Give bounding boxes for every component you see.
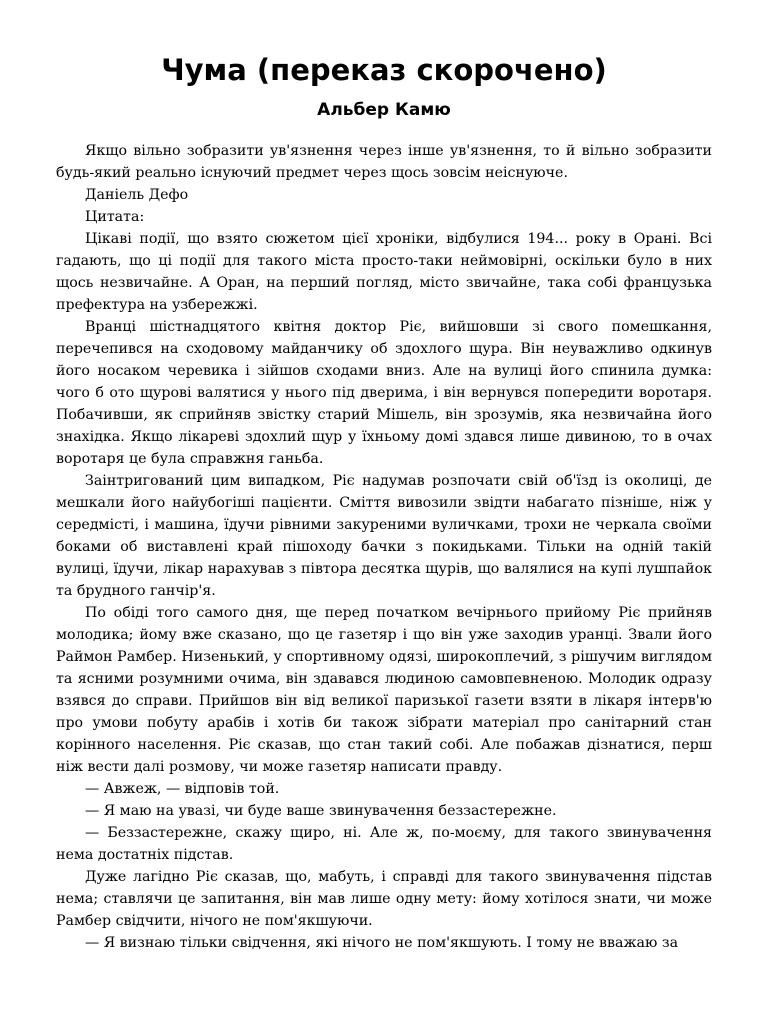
paragraph: — Я визнаю тільки свідчення, які нічого не пом'якшують. І тому не вважаю за	[85, 935, 679, 951]
paragraph: — Авжеж, — відповів той.	[85, 781, 280, 797]
paragraph: По обіді того самого дня, ще перед початком вечірнього прийому Ріє прийняв молодика; йому вже сказано, що це газетяр і що він уже заходив уранці. Звали його Раймон Рамбер. Низенький, у спортивному одязі, широкоплечий, з рішучим виглядом та ясними розумними очима, він здавався людиною самовпевненою. Молодик одразу взявся до справи. Прийшов він від великої паризької газети взяти в лікаря інтерв'ю про умови побуту арабів і хотів би також зібрати матеріал про санітарний стан корінного населення. Ріє сказав, що стан такий собі. Але побажав дізнатися, перш ніж вести далі розмову, чи може газетяр написати правду.	[56, 605, 712, 775]
document-title: Чума (переказ скорочено)	[161, 53, 607, 87]
paragraph: Даніель Дефо	[85, 187, 189, 203]
paragraph: Якщо вільно зобразити ув'язнення через інше ув'язнення, то й вільно зобразити будь-який реально існуючий предмет через щось зовсім неіснуюче.	[56, 143, 712, 181]
paragraph: Вранці шістнадцятого квітня доктор Ріє, вийшовши зі свого помешкання, перечепився на сходовому майданчику об здохлого щура. Він неуважливо одкинув його носаком черевика і зійшов сходами вниз. Але на вулиці його спинила думка: чого б ото щурові валятися у нього під дверима, і він вернувся попередити воротаря. Побачивши, як сприйняв звістку старий Мішель, він зрозумів, яка незвичайна його знахідка. Якщо лікареві здохлий щур у їхньому домі здався лише дивиною, то в очах воротаря це була справжня ганьба.	[56, 319, 712, 467]
paragraph: Дуже лагідно Ріє сказав, що, мабуть, і справді для такого звинувачення підстав нема; ставлячи це запитання, він мав лише одну мету: йому хотілося знати, чи може Рамбер свідчити, нічого не пом'якшуючи.	[56, 869, 712, 929]
document-author: Альбер Камю	[317, 100, 451, 120]
paragraph: Цікаві події, що взято сюжетом цієї хроніки, відбулися 194... року в Орані. Всі гадають, що ці події для такого міста просто-таки неймовірні, оскільки було в них щось незвичайне. А Оран, на перший погляд, місто звичайне, така собі французька префектура на узбережжі.	[56, 231, 712, 313]
document-page	[56, 50, 712, 954]
paragraph: Заінтригований цим випадком, Ріє надумав розпочати свій об'їзд із околиці, де мешкали його найубогіші пацієнти. Сміття вивозили звідти набагато пізніше, ніж у середмісті, і машина, їдучи рівними закуреними вуличками, трохи не черкала своїми боками об виставлені край пішоходу бачки з покидьками. Тільки на одній такій вулиці, їдучи, лікар нарахував з півтора десятка щурів, що валялися на купі лушпайок та брудного ганчір'я.	[56, 473, 712, 599]
paragraph: — Я маю на увазі, чи буде ваше звинувачення беззастережне.	[85, 803, 557, 819]
paragraph: Цитата:	[85, 209, 145, 225]
document-body	[56, 140, 712, 954]
paragraph: — Беззастережне, скажу щиро, ні. Але ж, по-моєму, для такого звинувачення нема достатніх підстав.	[56, 825, 712, 863]
